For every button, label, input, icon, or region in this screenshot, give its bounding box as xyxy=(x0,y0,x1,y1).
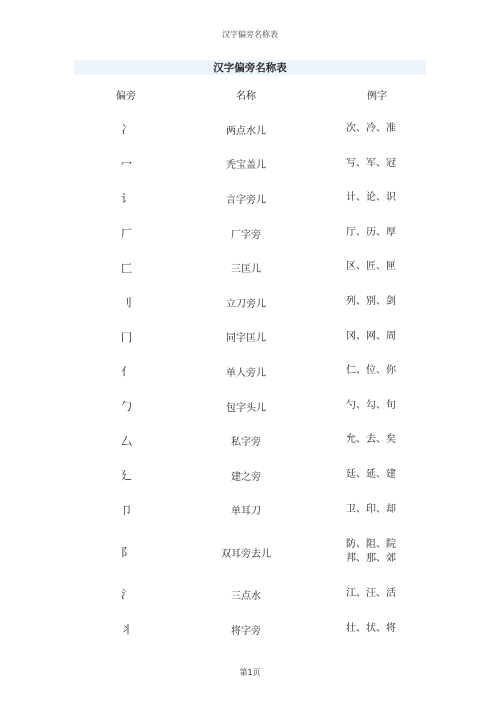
table-row xyxy=(74,612,426,647)
table-row xyxy=(74,458,426,493)
example-chars-cell xyxy=(306,354,426,389)
radical-cell: 亻 xyxy=(121,365,132,379)
example-chars-line: 防、阻、院 xyxy=(346,538,396,550)
radical-name-cell: 私字旁 xyxy=(231,437,261,449)
radical-cell: 冫 xyxy=(121,123,132,137)
example-chars-line: 廷、延、建 xyxy=(346,468,396,480)
example-chars-line: 卫、印、却 xyxy=(346,503,396,515)
example-chars-line: 厅、历、厚 xyxy=(346,226,396,238)
radical-cell: 勹 xyxy=(121,400,132,414)
table-row xyxy=(74,423,426,458)
example-chars-line: 冈、网、周 xyxy=(346,330,396,342)
table-header-row xyxy=(74,76,426,112)
radical-name-cell: 秃宝盖儿 xyxy=(226,160,266,172)
radical-name-cell: 三匡儿 xyxy=(231,264,261,276)
example-chars-line: 允、去、矣 xyxy=(346,434,396,446)
table-row xyxy=(74,389,426,424)
page-header: 汉字偏旁名称表 xyxy=(222,30,278,39)
radical-cell: 匚 xyxy=(121,261,132,275)
radical-cell: 厂 xyxy=(121,227,132,241)
radical-name-cell: 言字旁儿 xyxy=(226,194,266,206)
example-chars-cell xyxy=(306,112,426,147)
example-chars-cell xyxy=(306,181,426,216)
example-chars-cell xyxy=(306,493,426,528)
radical-name-cell: 立刀旁儿 xyxy=(226,298,266,310)
radical-name-cell: 同字匡儿 xyxy=(226,333,266,345)
example-chars-cell xyxy=(306,250,426,285)
radical-cell: 氵 xyxy=(121,588,132,602)
column-header-examples: 例字 xyxy=(367,90,387,102)
example-chars-line: 次、冷、准 xyxy=(346,123,396,135)
radical-table xyxy=(74,76,426,646)
table-row xyxy=(74,493,426,528)
radical-cell: 卩 xyxy=(121,503,132,517)
radical-cell: 廴 xyxy=(121,469,132,483)
example-chars-line: 区、匠、匣 xyxy=(346,261,396,273)
example-chars-cell xyxy=(306,147,426,182)
table-row xyxy=(74,181,426,216)
page-footer: 第1页 xyxy=(239,668,261,677)
example-chars-cell xyxy=(306,612,426,647)
example-chars-line: 写、军、冠 xyxy=(346,157,396,169)
radical-name-cell: 建之旁 xyxy=(231,471,261,483)
example-chars-cell xyxy=(306,423,426,458)
radical-cell: 厶 xyxy=(121,434,132,448)
radical-name-cell: 双耳旁去儿 xyxy=(221,548,271,560)
radical-name-cell: 三点水 xyxy=(231,590,261,602)
example-chars-cell xyxy=(306,216,426,251)
example-chars-line: 列、别、剑 xyxy=(346,296,396,308)
radical-cell: 刂 xyxy=(121,296,132,310)
radical-cell: 阝 xyxy=(121,546,132,560)
example-chars-line: 邦、那、郊 xyxy=(346,553,396,565)
example-chars-line: 计、论、识 xyxy=(346,192,396,204)
example-chars-cell xyxy=(306,285,426,320)
radical-name-cell: 厂字旁 xyxy=(231,229,261,241)
example-chars-line: 江、汪、活 xyxy=(346,588,396,600)
column-header-radical: 偏旁 xyxy=(116,90,136,102)
radical-name-cell: 包字头儿 xyxy=(226,402,266,414)
radical-cell: 冖 xyxy=(121,157,132,171)
example-chars-cell xyxy=(306,320,426,355)
table-row xyxy=(74,285,426,320)
table-row xyxy=(74,527,426,577)
table-row xyxy=(74,320,426,355)
radical-cell: 冂 xyxy=(121,330,132,344)
table-row xyxy=(74,112,426,147)
example-chars-line: 仁、位、你 xyxy=(346,365,396,377)
table-row xyxy=(74,250,426,285)
example-chars-line: 壮、状、将 xyxy=(346,622,396,634)
radical-name-cell: 单耳刀 xyxy=(231,506,261,518)
radical-cell: 讠 xyxy=(121,192,132,206)
column-header-name: 名称 xyxy=(236,90,256,102)
radical-cell: 丬 xyxy=(121,623,132,637)
table-row xyxy=(74,354,426,389)
table-row xyxy=(74,216,426,251)
radical-name-cell: 将字旁 xyxy=(231,625,261,637)
table-row xyxy=(74,577,426,612)
radical-name-cell: 单人旁儿 xyxy=(226,367,266,379)
table-body xyxy=(74,112,426,646)
table-row xyxy=(74,147,426,182)
example-chars-cell xyxy=(306,527,426,577)
example-chars-cell xyxy=(306,389,426,424)
table-title: 汉字偏旁名称表 xyxy=(74,60,426,75)
example-chars-cell xyxy=(306,458,426,493)
example-chars-line: 勺、勾、旬 xyxy=(346,399,396,411)
example-chars-cell xyxy=(306,577,426,612)
radical-name-cell: 两点水儿 xyxy=(226,125,266,137)
